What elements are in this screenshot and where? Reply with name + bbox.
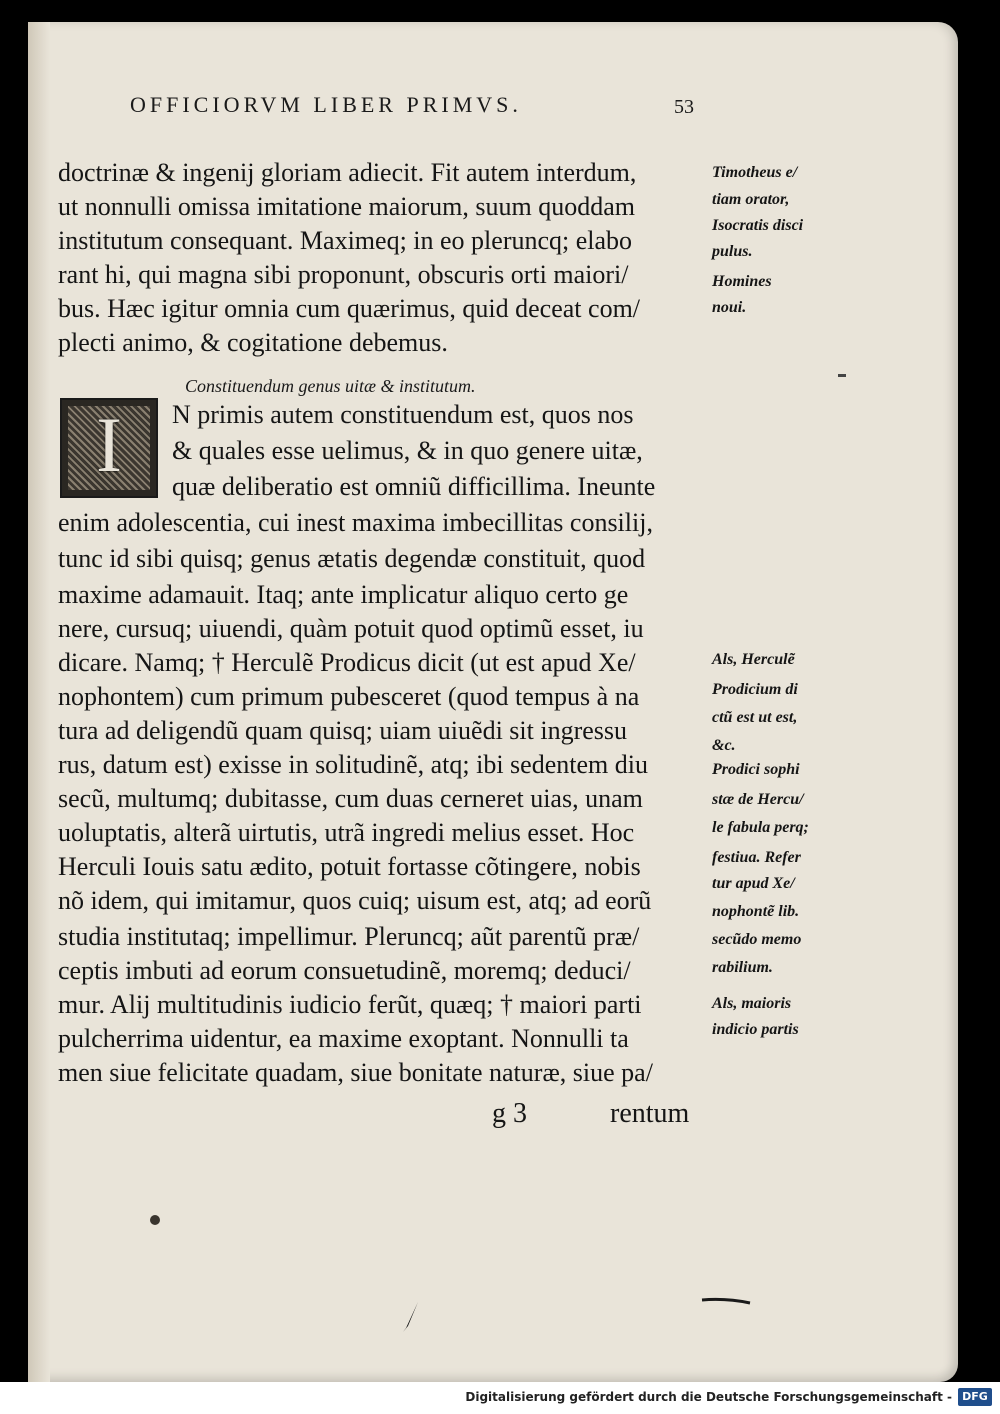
text-line: & quales esse uelimus, & in quo genere uitæ, xyxy=(172,436,643,465)
catchword: rentum xyxy=(610,1098,690,1129)
text-line: dicare. Namq; † Herculẽ Prodicus dicit (ut est apud Xe/ xyxy=(58,648,636,677)
text-line: plecti animo, & cogitatione debemus. xyxy=(58,328,448,357)
funding-notice: Digitalisierung gefördert durch die Deutsche Forschungsgemeinschaft - xyxy=(465,1390,952,1404)
text-line: bus. Hæc igitur omnia cum quærimus, quid deceat com/ xyxy=(58,294,641,323)
margin-note: Isocratis disci xyxy=(712,217,804,234)
text-line: N primis autem constituendum est, quos nos xyxy=(172,400,634,429)
text-line: uoluptatis, alterã uirtutis, utrã ingredi melius esset. Hoc xyxy=(58,818,635,847)
margin-note: Als, maioris xyxy=(712,995,792,1012)
decorated-initial xyxy=(60,398,158,498)
margin-note: &c. xyxy=(712,737,736,754)
margin-note: nophontẽ lib. xyxy=(712,903,800,920)
margin-note: Homines xyxy=(712,273,772,290)
text-line: institutum consequant. Maximeq; in eo pleruncq; elabo xyxy=(58,226,633,255)
margin-note: indicio partis xyxy=(712,1021,799,1038)
text-line: rus, datum est) exisse in solitudinẽ, atq; ibi sedentem diu xyxy=(58,750,648,779)
text-line: nophontem) cum primum pubesceret (quod tempus à na xyxy=(58,682,640,711)
text-line: Herculi Iouis satu ædito, potuit fortasse cõtingere, nobis xyxy=(58,852,641,881)
margin-note: rabilium. xyxy=(712,959,773,976)
text-line: nere, cursuq; uiuendi, quàm potuit quod optimũ esset, iu xyxy=(58,614,644,643)
initial-letter: I xyxy=(96,401,122,488)
margin-tick-mark xyxy=(838,374,846,377)
text-line: maxime adamauit. Itaq; ante implicatur aliquo certo ge xyxy=(58,580,629,609)
text-line: men siue felicitate quadam, siue bonitate naturæ, siue pa/ xyxy=(58,1058,653,1087)
margin-note: le fabula perq; xyxy=(712,819,809,836)
text-line: mur. Alij multitudinis iudicio ferũt, quæq; † maiori parti xyxy=(58,990,642,1019)
text-line: secũ, multumq; dubitasse, cum duas cerneret uias, unam xyxy=(58,784,643,813)
margin-note: tiam orator, xyxy=(712,191,790,208)
text-line: tunc id sibi quisq; genus ætatis degendæ constituit, quod xyxy=(58,544,646,573)
section-heading: Constituendum genus uitæ & institutum. xyxy=(185,376,476,396)
margin-note: noui. xyxy=(712,299,747,316)
page-gutter xyxy=(28,22,50,1382)
margin-note: ctũ est ut est, xyxy=(712,709,798,726)
signature-mark: g 3 xyxy=(492,1098,527,1129)
margin-note: tur apud Xe/ xyxy=(712,875,795,892)
text-line: quæ deliberatio est omniũ difficillima. Ineunte xyxy=(172,472,656,501)
margin-note: Prodicium di xyxy=(712,681,798,698)
text-line: nõ idem, qui imitamur, quos cuiq; uisum est, atq; ad eorũ xyxy=(58,886,652,915)
margin-note: secũdo memo xyxy=(712,931,802,948)
ink-spot xyxy=(150,1215,160,1225)
text-line: ceptis imbuti ad eorum consuetudinẽ, moremq; deduci/ xyxy=(58,956,631,985)
dfg-logo: DFG xyxy=(958,1388,992,1406)
margin-note: Timotheus e/ xyxy=(712,164,798,181)
margin-note: Prodici sophi xyxy=(712,761,800,778)
text-line: studia institutaq; impellimur. Pleruncq; aũt parentũ præ/ xyxy=(58,922,640,951)
text-line: pulcherrima uidentur, ea maxime exoptant. Nonnulli ta xyxy=(58,1024,629,1053)
margin-note: Als, Herculẽ xyxy=(712,651,795,668)
text-line: tura ad deligendũ quam quisq; uiam uiuẽdi sit ingressu xyxy=(58,716,628,745)
folio-number: 53 xyxy=(674,96,694,118)
text-line: enim adolescentia, cui inest maxima imbecillitas consilij, xyxy=(58,508,653,537)
ink-stroke-mark xyxy=(400,1300,422,1334)
margin-note: festiua. Refer xyxy=(712,849,801,866)
ink-dash-mark xyxy=(700,1296,752,1306)
margin-note: pulus. xyxy=(712,243,753,260)
text-line: rant hi, qui magna sibi proponunt, obscuris orti maiori/ xyxy=(58,260,629,289)
footer-bar xyxy=(0,1382,1000,1414)
text-line: doctrinæ & ingenij gloriam adiecit. Fit autem interdum, xyxy=(58,158,637,187)
margin-note: stæ de Hercu/ xyxy=(712,791,804,808)
text-line: ut nonnulli omissa imitatione maiorum, suum quoddam xyxy=(58,192,636,221)
running-header: OFFICIORVM LIBER PRIMVS. xyxy=(130,92,522,117)
